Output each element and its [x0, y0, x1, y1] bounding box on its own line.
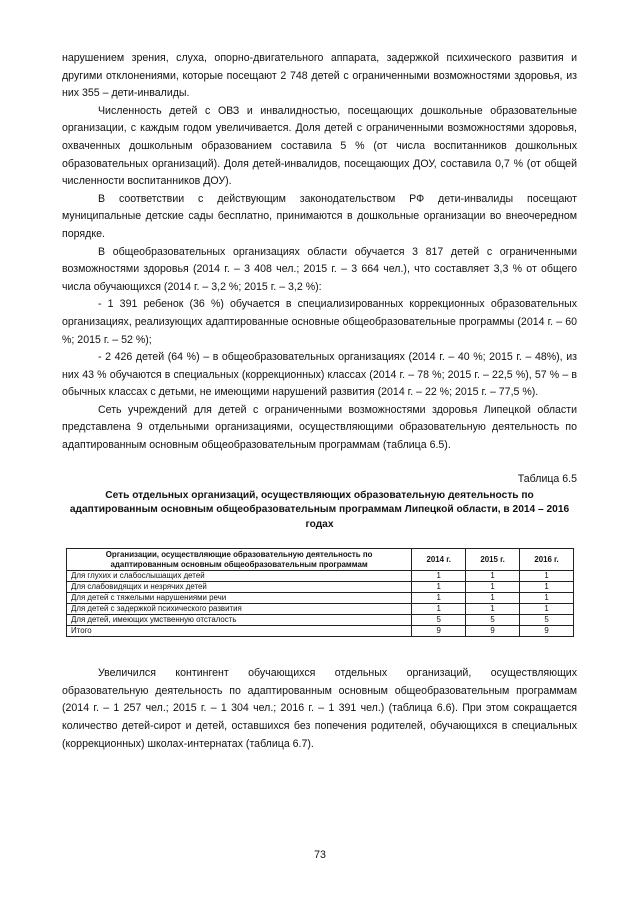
- paragraph-ovz-preschool: Численность детей с ОВЗ и инвалидностью, посещающих дошкольные образовательные организации, с каждым годом увеличивается. Доля детей с ограниченными возможностями здоровья, охваченных дошкольным образованием составила 5 % (от числа воспитанников дошкольных образовательных организаций). Доля детей-инвалидов, посещающих ДОУ, составила 0,7 % (от общей численности воспитанников ДОУ).: [62, 104, 577, 188]
- cell-2015: 1: [466, 571, 520, 582]
- cell-2015: 1: [466, 604, 520, 615]
- table-header-row: [67, 549, 574, 571]
- cell-2016: 1: [520, 582, 574, 593]
- page-number: 73: [314, 849, 326, 861]
- paragraph-legislation: В соответствии с действующим законодательством РФ дети-инвалиды посещают муниципальные детские сады бесплатно, принимаются в дошкольные организации во внеочередном порядке.: [62, 192, 577, 240]
- cell-2014: 1: [412, 604, 466, 615]
- cell-2014: 1: [412, 571, 466, 582]
- header-2016: 2016 г.: [520, 549, 574, 571]
- cell-2016: 1: [520, 571, 574, 582]
- cell-2014: 5: [412, 615, 466, 626]
- header-2014: 2014 г.: [412, 549, 466, 571]
- table-row: [67, 571, 574, 582]
- paragraph-general-education: В общеобразовательных организациях области обучается 3 817 детей с ограниченными возможностями здоровья (2014 г. – 3 408 чел.; 2015 г. – 3 664 чел.), что составляет 3,3 % от общего числа обучающихся (2014 г. – 3,2 %; 2015 г. – 3,2 %):: [62, 245, 577, 293]
- cell-2016: 9: [520, 626, 574, 637]
- header-2015: 2015 г.: [466, 549, 520, 571]
- paragraph-general-classes: - 2 426 детей (64 %) – в общеобразовательных организациях (2014 г. – 40 %; 2015 г. – 48%), из них 43 % обучаются в специальных (коррекционных) классах (2014 г. – 78 %; 2015 г. – 22,5 %), 57 % – в обычных классах с детьми, не имеющими нарушений развития (2014 г. – 22 %; 2015 г. – 77,5 %).: [62, 351, 577, 399]
- cell-2016: 1: [520, 604, 574, 615]
- cell-2014: 1: [412, 593, 466, 604]
- paragraph-contingent: Увеличился контингент обучающихся отдельных организаций, осуществляющих образовательную деятельность по адаптированным основным общеобразовательным программам (2014 г. – 1 257 чел.; 2015 г. – 1 304 чел.; 2016 г. – 1 391 чел.) (таблица 6.6). При этом сокращается количество детей-сирот и детей, оставшихся без попечения родителей, обучающихся в специальных (коррекционных) школах-интернатах (таблица 6.7).: [62, 667, 577, 750]
- table-caption: Таблица 6.5: [517, 472, 577, 485]
- row-label: Итого: [67, 626, 412, 637]
- cell-2015: 1: [466, 593, 520, 604]
- cell-2015: 9: [466, 626, 520, 637]
- paragraph-specialized: - 1 391 ребенок (36 %) обучается в специализированных коррекционных образовательных организациях, реализующих адаптированные основные общеобразовательные программы (2014 г. – 60 %; 2015 г. – 52 %);: [62, 298, 577, 346]
- paragraph-network: Сеть учреждений для детей с ограниченными возможностями здоровья Липецкой области представлена 9 отдельными организациями, осуществляющими образовательную деятельность по адаптированным основным общеобразовательным программам (таблица 6.5).: [62, 403, 577, 452]
- cell-2016: 1: [520, 593, 574, 604]
- table-row-total: [67, 626, 574, 637]
- table-row: [67, 593, 574, 604]
- row-label: Для детей с задержкой психического развития: [67, 604, 412, 615]
- organizations-table: [66, 548, 574, 637]
- row-label: Для детей, имеющих умственную отсталость: [67, 615, 412, 626]
- cell-2015: 1: [466, 582, 520, 593]
- table-row: [67, 604, 574, 615]
- page-body: [62, 50, 577, 753]
- header-organizations: Организации, осуществляющие образовательную деятельность по адаптированным основным общеобразовательным программам: [67, 549, 412, 571]
- table-title: Сеть отдельных организаций, осуществляющих образовательную деятельность по адаптированным основным общеобразовательным программам Липецкой области, в 2014 – 2016 годах: [69, 489, 570, 530]
- paragraph-continuation: нарушением зрения, слуха, опорно-двигательного аппарата, задержкой психического развития и другими отклонениями, которые посещают 2 748 детей с ограниченными возможностями здоровья, из них 355 – дети-инвалиды.: [62, 52, 577, 100]
- cell-2015: 5: [466, 615, 520, 626]
- table-row: [67, 615, 574, 626]
- row-label: Для слабовидящих и незрячих детей: [67, 582, 412, 593]
- cell-2016: 5: [520, 615, 574, 626]
- row-label: Для глухих и слабослышащих детей: [67, 571, 412, 582]
- cell-2014: 9: [412, 626, 466, 637]
- table-row: [67, 582, 574, 593]
- cell-2014: 1: [412, 582, 466, 593]
- row-label: Для детей с тяжелыми нарушениями речи: [67, 593, 412, 604]
